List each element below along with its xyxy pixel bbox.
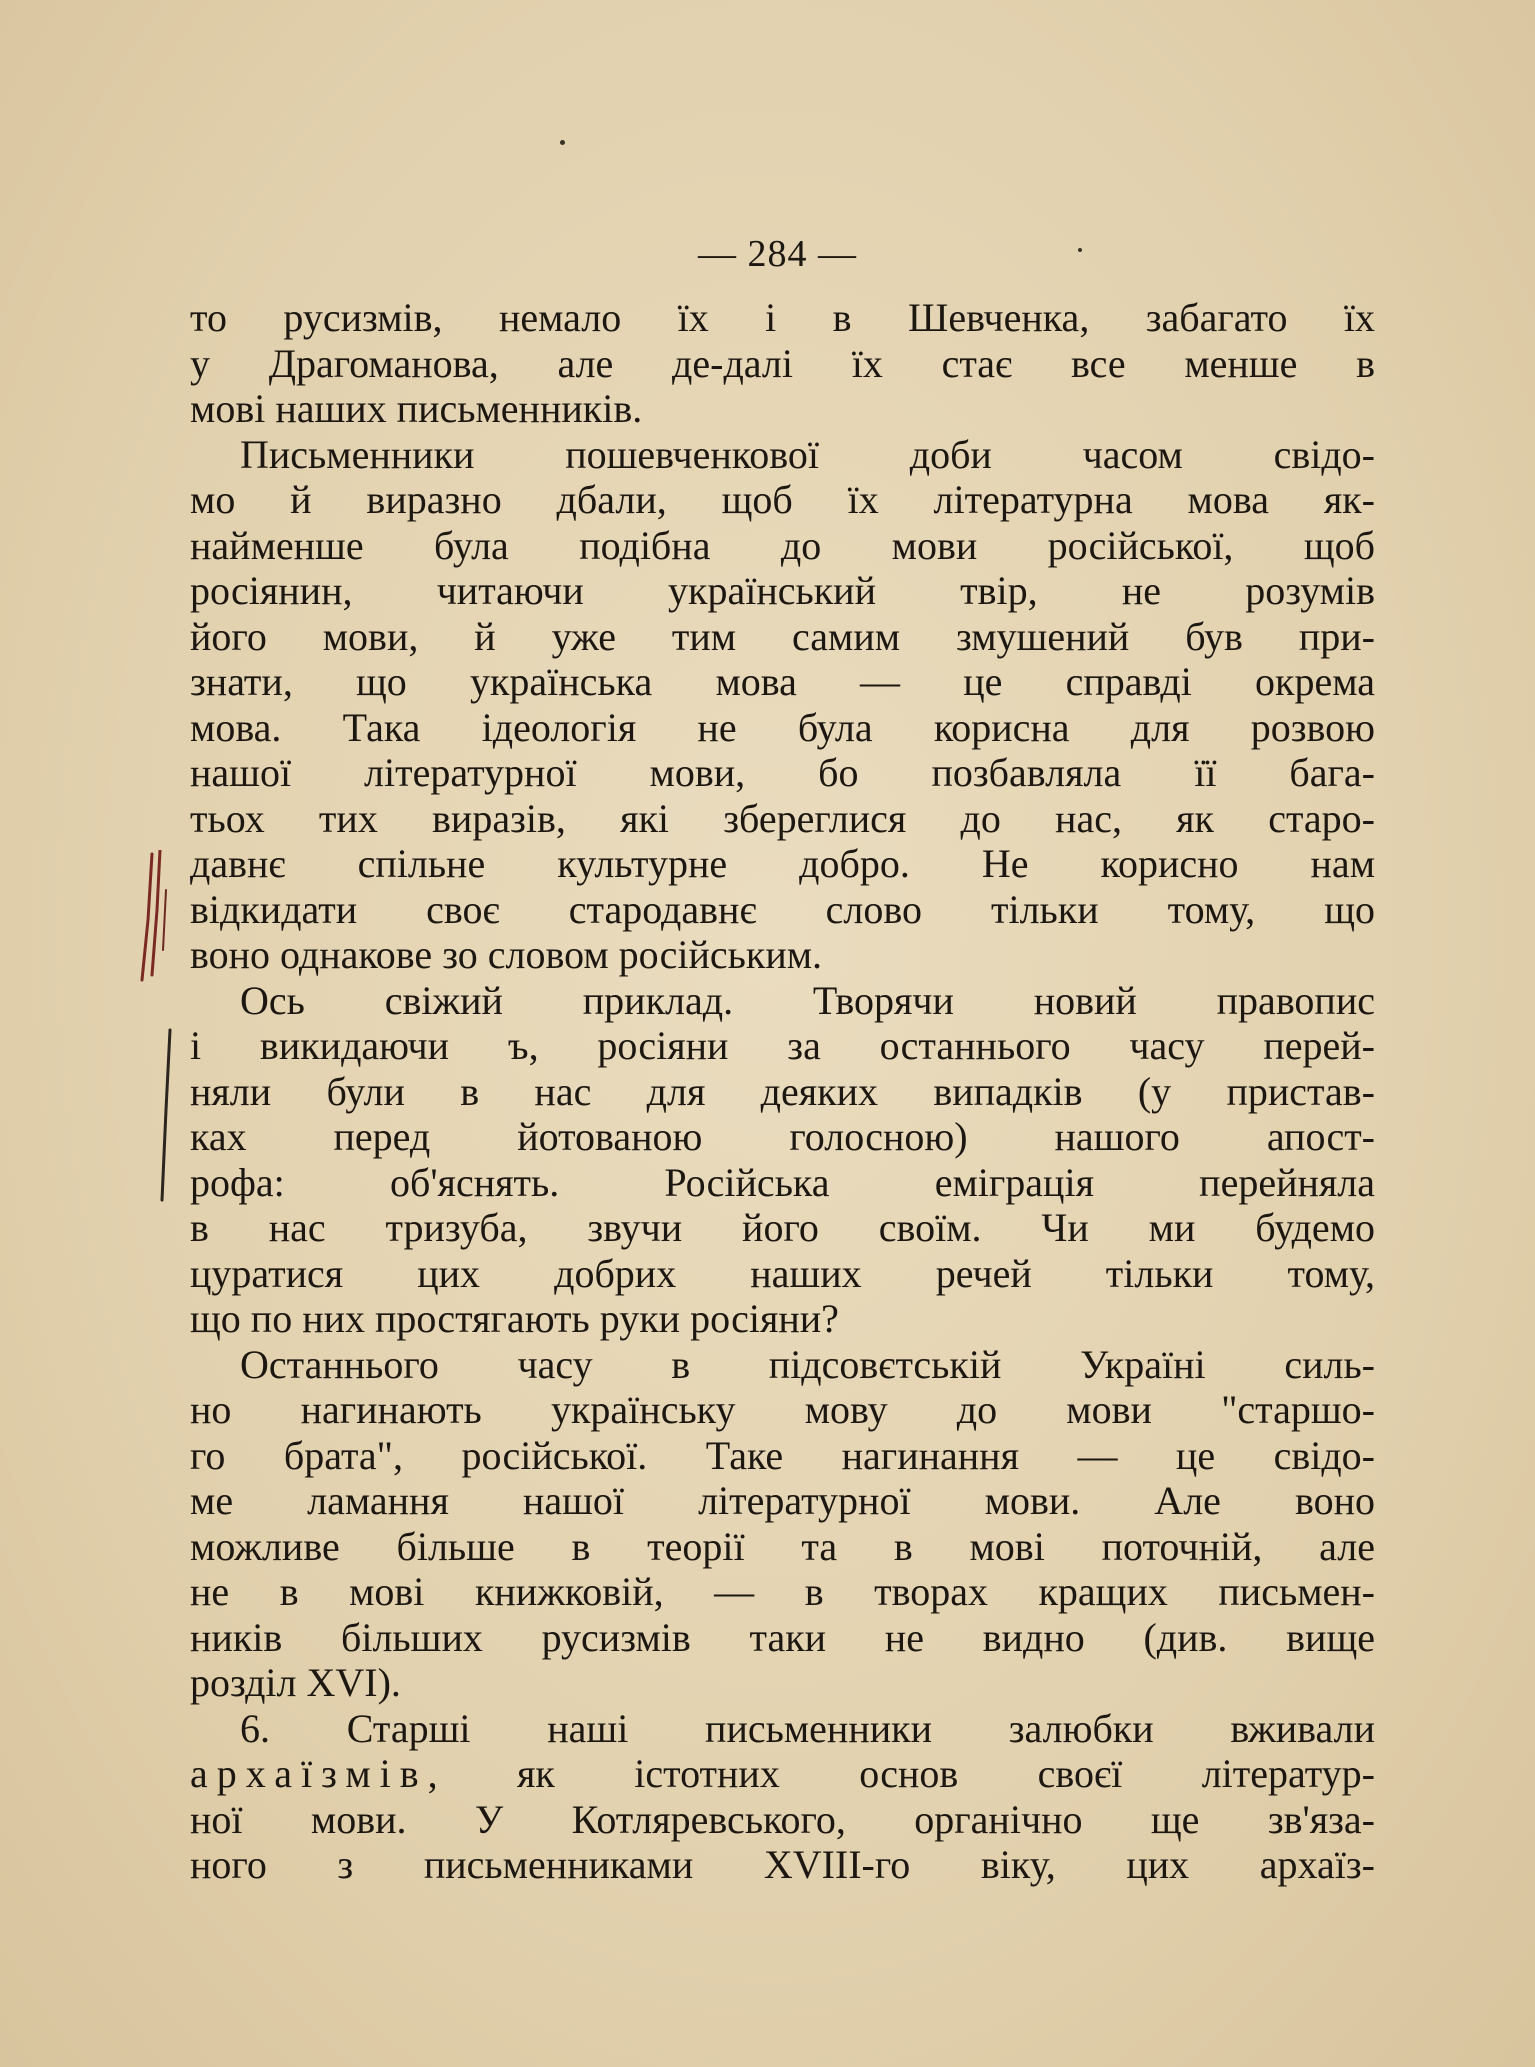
text-line: тьох тих виразів, які збереглися до нас, як старо- bbox=[190, 795, 1375, 841]
text-line: його мови, й уже тим самим змушений був при- bbox=[190, 613, 1375, 659]
text-line: найменше була подібна до мови російської, щоб bbox=[190, 522, 1375, 568]
text-line: розділ XVI). bbox=[190, 1660, 401, 1705]
paper-speck bbox=[560, 140, 565, 145]
text-line: не в мові книжковій, — в творах кращих письмен- bbox=[190, 1569, 1375, 1614]
text-line: в нас тризуба, звучи його своїм. Чи ми будемо bbox=[190, 1205, 1375, 1250]
body-text bbox=[190, 295, 1375, 1888]
text-line: Письменники пошевченкової доби часом свідо- bbox=[240, 431, 1375, 477]
text-line: давнє спільне культурне добро. Не корисно нам bbox=[190, 841, 1375, 886]
line-rest: , як істотних основ своєї літератур- bbox=[427, 1751, 1375, 1796]
text-line: няли були в нас для деяких випадків (у пристав- bbox=[190, 1068, 1375, 1114]
text-line: цуратися цих добрих наших речей тільки тому, bbox=[190, 1250, 1375, 1296]
text-line: ників більших русизмів таки не видно (див. вище bbox=[190, 1614, 1375, 1660]
margin-pencil-mark bbox=[130, 850, 190, 1210]
page-number: — 284 — bbox=[698, 233, 857, 275]
text-line: відкидати своє стародавнє слово тільки тому, що bbox=[190, 886, 1375, 932]
text-line: Ось свіжий приклад. Творячи новий правопис bbox=[240, 977, 1375, 1023]
spaced-term: архаїзмів bbox=[190, 1751, 428, 1796]
text-line: можливе більше в теорії та в мові поточній, але bbox=[190, 1523, 1375, 1569]
text-line: ках перед йотованою голосною) нашого апост- bbox=[190, 1114, 1375, 1159]
text-line: знати, що українська мова — це справді окрема bbox=[190, 659, 1375, 704]
text-line: Останнього часу в підсовєтській Україні силь- bbox=[240, 1341, 1375, 1387]
text-line: го брата", російської. Таке нагинання — це свідо- bbox=[190, 1432, 1375, 1478]
text-line: но нагинають українську мову до мови "старшо- bbox=[190, 1387, 1375, 1432]
text-line: мо й виразно дбали, щоб їх літературна мова як- bbox=[190, 477, 1375, 522]
text-line bbox=[190, 1751, 1375, 1797]
text-line: росіянин, читаючи український твір, не розумів bbox=[190, 568, 1375, 613]
text-line: у Драгоманова, але де-далі їх стає все менше в bbox=[190, 340, 1375, 386]
text-line: 6. Старші наші письменники залюбки вживали bbox=[240, 1705, 1375, 1751]
text-line: воно однакове зо словом російським. bbox=[190, 932, 823, 977]
text-line: ме ламання нашої літературної мови. Але воно bbox=[190, 1478, 1375, 1523]
text-line: мові наших письменників. bbox=[190, 386, 643, 431]
text-line: то русизмів, немало їх і в Шевченка, забагато їх bbox=[190, 295, 1375, 340]
text-line: мова. Така ідеологія не була корисна для розвою bbox=[190, 704, 1375, 750]
text-line: що по них простягають руки росіяни? bbox=[190, 1296, 839, 1341]
text-line: ного з письменниками XVIII-го віку, цих архаїз- bbox=[190, 1842, 1375, 1887]
paper-speck bbox=[1078, 248, 1082, 252]
text-line: рофа: об'яснять. Російська еміграція перейняла bbox=[190, 1159, 1375, 1205]
text-line: нашої літературної мови, бо позбавляла її бага- bbox=[190, 750, 1375, 795]
text-line: ної мови. У Котляревського, органічно ще зв'яза- bbox=[190, 1796, 1375, 1842]
text-line: і викидаючи ъ, росіяни за останнього часу перей- bbox=[190, 1023, 1375, 1068]
